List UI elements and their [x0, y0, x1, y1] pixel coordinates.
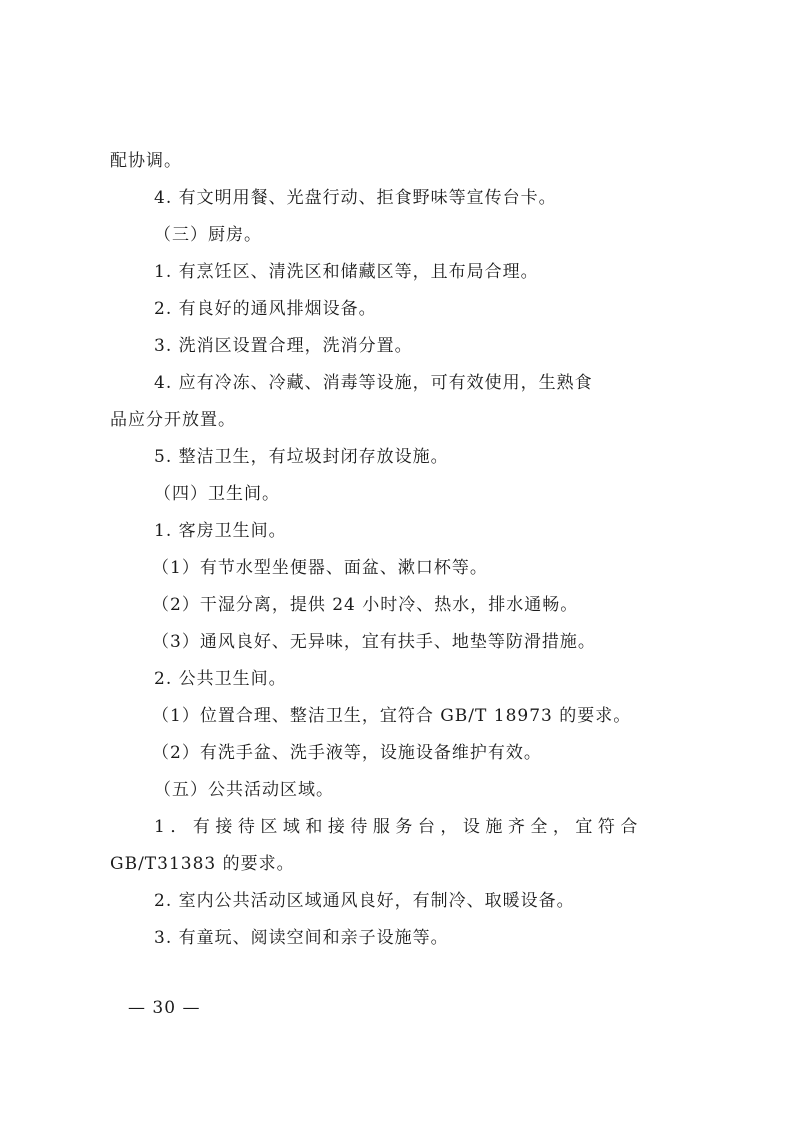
text-line: 5. 整洁卫生，有垃圾封闭存放设施。: [154, 447, 449, 467]
text-line: 2. 公共卫生间。: [154, 669, 287, 689]
text-line: （2）干湿分离，提供 24 小时冷、热水，排水通畅。: [152, 595, 579, 615]
section-heading: （五）公共活动区域。: [154, 780, 334, 800]
text-line: （1）有节水型坐便器、面盆、漱口杯等。: [152, 558, 488, 578]
text-line: 品应分开放置。: [110, 410, 236, 430]
text-line: 1. 客房卫生间。: [154, 521, 287, 541]
text-line: GB/T31383 的要求。: [110, 854, 295, 874]
text-line: 4. 应有冷冻、冷藏、消毒等设施，可有效使用，生熟食: [154, 373, 593, 393]
text-line: 1. 有烹饪区、清洗区和储藏区等，且布局合理。: [154, 262, 539, 282]
text-line: 3. 洗消区设置合理，洗消分置。: [154, 336, 413, 356]
text-line: 3. 有童玩、阅读空间和亲子设施等。: [154, 928, 449, 948]
text-line: （2）有洗手盆、洗手液等，设施设备维护有效。: [152, 743, 542, 763]
text-line: 配协调。: [110, 151, 182, 171]
section-heading: （四）卫生间。: [154, 484, 280, 504]
document-body: [110, 143, 690, 957]
page-number: — 30 —: [128, 998, 201, 1018]
text-line: （1）位置合理、整洁卫生，宜符合 GB/T 18973 的要求。: [152, 706, 632, 726]
text-line: 2. 室内公共活动区域通风良好，有制冷、取暖设备。: [154, 891, 575, 911]
text-line: 4. 有文明用餐、光盘行动、拒食野味等宣传台卡。: [154, 188, 557, 208]
text-line: （3）通风良好、无异味，宜有扶手、地垫等防滑措施。: [152, 632, 596, 652]
text-line: 1．有接待区域和接待服务台，设施齐全，宜符合: [154, 817, 643, 837]
text-line: 2. 有良好的通风排烟设备。: [154, 299, 377, 319]
section-heading: （三）厨房。: [154, 225, 262, 245]
